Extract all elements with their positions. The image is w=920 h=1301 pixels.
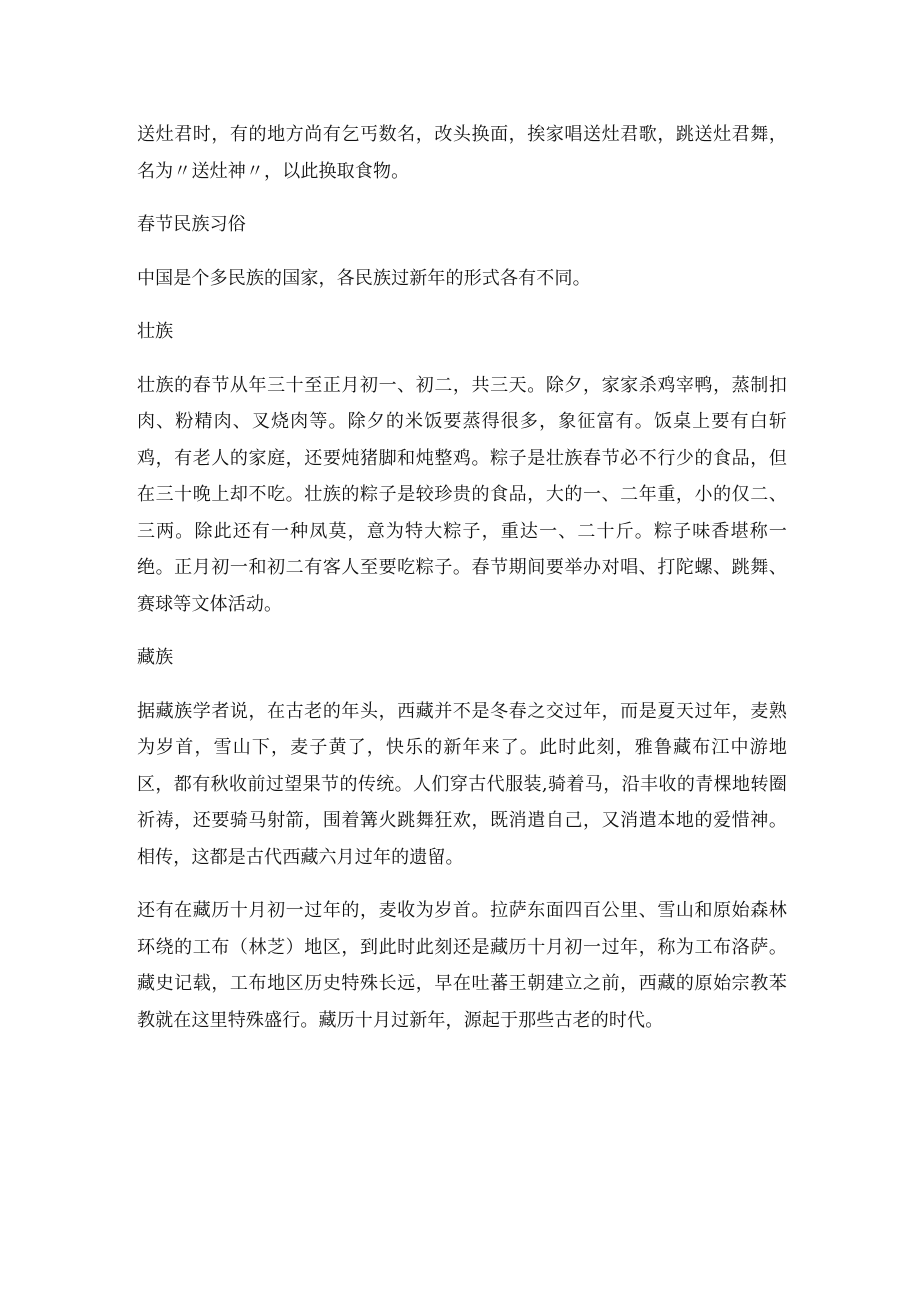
paragraph-kitchen-god-beggars: 送灶君时，有的地方尚有乞丐数名，改头换面，挨家唱送灶君歌，跳送灶君舞，名为〃送灶神〃，以此换取食物。 (137, 124, 787, 182)
paragraph-multi-ethnic-intro: 中国是个多民族的国家，各民族过新年的形式各有不同。 (137, 267, 591, 289)
document-body (137, 117, 787, 1056)
paragraph-tibetan-tenth-month-new-year: 还有在藏历十月初一过年的，麦收为岁首。拉萨东面四百公里、雪山和原始森林环绕的工布（林芝）地区，到此时此刻还是藏历十月初一过年，称为工布洛萨。藏史记载，工布地区历史特殊长远，早在吐蕃王朝建立之前，西藏的原始宗教苯教就在这里特殊盛行。藏历十月过新年，源起于那些古老的时代。 (137, 900, 787, 1031)
heading-zhuang: 壮族 (137, 321, 174, 342)
heading-spring-festival-customs: 春节民族习俗 (137, 214, 246, 235)
paragraph-zhuang-festival: 壮族的春节从年三十至正月初一、初二，共三天。除夕，家家杀鸡宰鸭，蒸制扣肉、粉精肉、叉烧肉等。除夕的米饭要蒸得很多，象征富有。饭桌上要有白斩鸡，有老人的家庭，还要炖猪脚和炖整鸡。粽子是壮族春节必不行少的食品，但在三十晚上却不吃。壮族的粽子是较珍贵的食品，大的一、二年重，小的仅二、三两。除此还有一种凤莫，意为特大粽子，重达一、二十斤。粽子味香堪称一绝。正月初一和初二有客人至要吃粽子。春节期间要举办对唱、打陀螺、跳舞、赛球等文体活动。 (137, 374, 787, 615)
paragraph-tibetan-summer-new-year: 据藏族学者说，在古老的年头，西藏并不是冬春之交过年，而是夏天过年，麦熟为岁首，雪山下，麦子黄了，快乐的新年来了。此时此刻，雅鲁藏布江中游地区，都有秋收前过望果节的传统。人们穿古代服装,骑着马，沿丰收的青棵地转圈祈祷，还要骑马射箭，围着篝火跳舞狂欢，既消遣自己，又消遣本地的爱惜神。相传，这都是古代西藏六月过年的遗留。 (137, 700, 787, 868)
heading-tibetan: 藏族 (137, 647, 174, 668)
